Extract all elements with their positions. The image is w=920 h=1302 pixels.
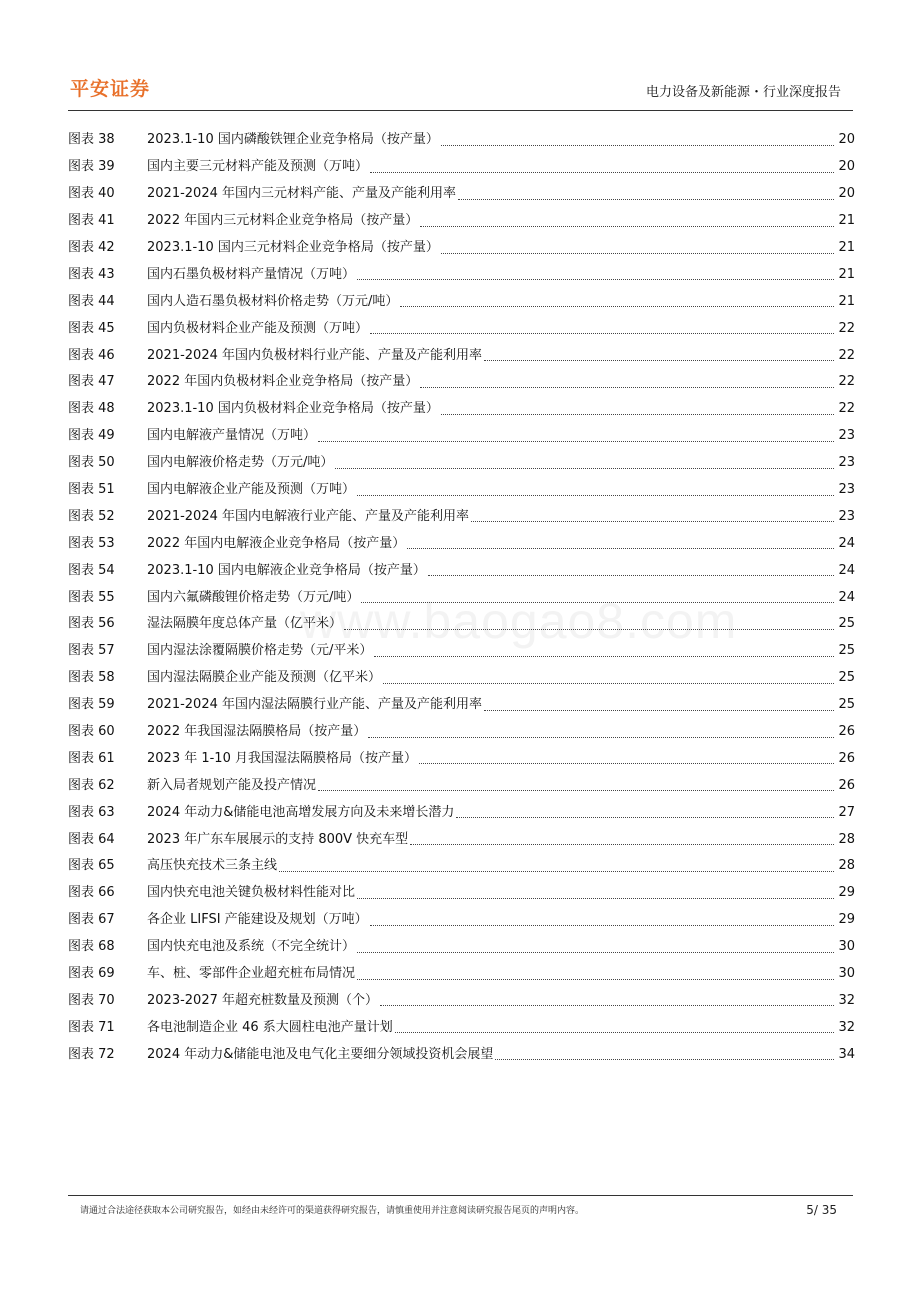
toc-entry-page: 23 bbox=[838, 428, 855, 444]
toc-entry-page: 24 bbox=[838, 589, 855, 605]
toc-entry-label: 图表 70 bbox=[68, 992, 115, 1008]
toc-entry-title: 2022 年国内负极材料企业竞争格局（按产量） bbox=[147, 374, 419, 390]
toc-entry[interactable] bbox=[68, 692, 855, 719]
toc-entry[interactable] bbox=[68, 235, 855, 262]
toc-entry-label: 图表 48 bbox=[68, 401, 115, 417]
toc-leader-dots bbox=[400, 305, 834, 307]
toc-entry-title: 2022 年国内三元材料企业竞争格局（按产量） bbox=[147, 213, 419, 229]
toc-entry-page: 25 bbox=[838, 616, 855, 632]
toc-entry[interactable] bbox=[68, 961, 855, 988]
toc-entry-label: 图表 65 bbox=[68, 858, 115, 874]
toc-entry-page: 25 bbox=[838, 697, 855, 713]
toc-leader-dots bbox=[357, 978, 834, 980]
toc-entry-page: 27 bbox=[838, 804, 855, 820]
toc-entry-title: 国内电解液产量情况（万吨） bbox=[147, 428, 317, 444]
toc-entry-label: 图表 42 bbox=[68, 240, 115, 255]
toc-leader-dots bbox=[318, 440, 834, 442]
toc-leader-dots bbox=[370, 332, 834, 334]
toc-entry[interactable] bbox=[68, 584, 855, 611]
toc-entry-title: 国内人造石墨负极材料价格走势（万元/吨） bbox=[147, 293, 399, 309]
toc-entry[interactable] bbox=[68, 611, 855, 638]
toc-entry-page: 25 bbox=[838, 643, 855, 659]
toc-leader-dots bbox=[380, 1004, 834, 1006]
toc-entry-page: 28 bbox=[838, 831, 855, 847]
toc-entry[interactable] bbox=[68, 288, 855, 315]
toc-entry-title: 2021-2024 年国内电解液行业产能、产量及产能利用率 bbox=[147, 508, 469, 524]
toc-leader-dots bbox=[441, 144, 835, 146]
toc-leader-dots bbox=[395, 1031, 835, 1033]
toc-entry-title: 各企业 LIFSI 产能建设及规划（万吨） bbox=[147, 912, 368, 928]
toc-entry-title: 2023.1-10 国内电解液企业竞争格局（按产量） bbox=[147, 562, 426, 578]
toc-entry-label: 图表 55 bbox=[68, 589, 115, 605]
toc-entry-page: 29 bbox=[838, 885, 855, 901]
toc-entry-page: 24 bbox=[838, 562, 855, 578]
toc-entry-page: 21 bbox=[838, 240, 855, 255]
watermark: www.baogao8.com bbox=[300, 593, 738, 649]
toc-entry-label: 图表 72 bbox=[68, 1046, 115, 1062]
page-number: 5/ 35 bbox=[806, 1203, 837, 1217]
toc-entry[interactable] bbox=[68, 638, 855, 665]
toc-entry-page: 22 bbox=[838, 401, 855, 417]
toc-entry-label: 图表 60 bbox=[68, 724, 115, 740]
toc-entry[interactable] bbox=[68, 557, 855, 584]
toc-entry-title: 国内负极材料企业产能及预测（万吨） bbox=[147, 320, 369, 336]
toc-entry-page: 21 bbox=[838, 293, 855, 309]
toc-entry-title: 高压快充技术三条主线 bbox=[147, 858, 278, 874]
toc-entry-label: 图表 64 bbox=[68, 831, 115, 847]
toc-leader-dots bbox=[441, 413, 835, 415]
toc-leader-dots bbox=[318, 789, 834, 791]
toc-entry[interactable] bbox=[68, 208, 855, 235]
header-divider bbox=[68, 110, 853, 111]
toc-entry-page: 24 bbox=[838, 535, 855, 551]
toc-entry[interactable] bbox=[68, 342, 855, 369]
toc-leader-dots bbox=[361, 601, 834, 603]
toc-entry-title: 国内湿法隔膜企业产能及预测（亿平米） bbox=[147, 670, 382, 686]
toc-entry-page: 20 bbox=[838, 186, 855, 202]
toc-entry-label: 图表 62 bbox=[68, 777, 115, 793]
toc-leader-dots bbox=[458, 198, 834, 200]
table-of-figures bbox=[68, 127, 855, 1068]
toc-leader-dots bbox=[410, 843, 834, 845]
toc-entry-label: 图表 40 bbox=[68, 186, 115, 202]
toc-entry-page: 26 bbox=[838, 750, 855, 766]
toc-entry-title: 国内快充电池及系统（不完全统计） bbox=[147, 939, 356, 955]
toc-entry-label: 图表 67 bbox=[68, 912, 115, 928]
toc-entry-title: 2023 年 1-10 月我国湿法隔膜格局（按产量） bbox=[147, 750, 417, 766]
toc-entry-label: 图表 45 bbox=[68, 320, 115, 336]
toc-entry-page: 23 bbox=[838, 455, 855, 471]
toc-entry[interactable] bbox=[68, 477, 855, 504]
toc-entry-page: 23 bbox=[838, 508, 855, 524]
toc-entry-label: 图表 47 bbox=[68, 374, 115, 390]
toc-leader-dots bbox=[357, 278, 834, 280]
footer-divider bbox=[68, 1195, 853, 1196]
toc-entry-title: 2023-2027 年超充桩数量及预测（个） bbox=[147, 992, 378, 1008]
toc-entry[interactable] bbox=[68, 530, 855, 557]
toc-leader-dots bbox=[441, 252, 835, 254]
toc-entry-label: 图表 44 bbox=[68, 293, 115, 309]
toc-entry-title: 2021-2024 年国内三元材料产能、产量及产能利用率 bbox=[147, 186, 456, 202]
toc-entry[interactable] bbox=[68, 127, 855, 154]
toc-entry-label: 图表 41 bbox=[68, 213, 115, 229]
toc-entry-label: 图表 53 bbox=[68, 535, 115, 551]
toc-leader-dots bbox=[420, 386, 834, 388]
toc-entry-title: 国内六氟磷酸锂价格走势（万元/吨） bbox=[147, 589, 360, 605]
toc-entry[interactable] bbox=[68, 503, 855, 530]
toc-leader-dots bbox=[383, 682, 834, 684]
toc-entry-label: 图表 39 bbox=[68, 159, 115, 175]
toc-entry-title: 2023 年广东车展展示的支持 800V 快充车型 bbox=[147, 831, 409, 847]
toc-entry-page: 22 bbox=[838, 347, 855, 363]
toc-leader-dots bbox=[471, 520, 834, 522]
toc-leader-dots bbox=[279, 870, 834, 872]
toc-leader-dots bbox=[357, 494, 834, 496]
toc-entry-title: 2021-2024 年国内湿法隔膜行业产能、产量及产能利用率 bbox=[147, 697, 482, 713]
toc-entry-title: 新入局者规划产能及投产情况 bbox=[147, 777, 317, 793]
toc-entry-title: 湿法隔膜年度总体产量（亿平米） bbox=[147, 616, 343, 632]
toc-entry-page: 25 bbox=[838, 670, 855, 686]
toc-entry-title: 2022 年国内电解液企业竞争格局（按产量） bbox=[147, 535, 406, 551]
toc-leader-dots bbox=[344, 628, 834, 630]
toc-entry-label: 图表 54 bbox=[68, 562, 115, 578]
toc-entry[interactable] bbox=[68, 154, 855, 181]
toc-entry[interactable] bbox=[68, 450, 855, 477]
toc-entry-title: 车、桩、零部件企业超充桩布局情况 bbox=[147, 966, 356, 982]
toc-entry-label: 图表 52 bbox=[68, 508, 115, 524]
toc-entry[interactable] bbox=[68, 1041, 855, 1068]
toc-entry-page: 20 bbox=[838, 159, 855, 175]
toc-entry-title: 国内湿法涂覆隔膜价格走势（元/平米） bbox=[147, 643, 373, 659]
toc-entry-page: 28 bbox=[838, 858, 855, 874]
toc-entry[interactable] bbox=[68, 745, 855, 772]
toc-entry-label: 图表 43 bbox=[68, 266, 115, 282]
toc-entry-label: 图表 56 bbox=[68, 616, 115, 632]
toc-leader-dots bbox=[419, 762, 834, 764]
toc-entry[interactable] bbox=[68, 934, 855, 961]
toc-entry-page: 23 bbox=[838, 482, 855, 498]
toc-leader-dots bbox=[428, 574, 835, 576]
toc-leader-dots bbox=[456, 816, 834, 818]
toc-entry-title: 国内快充电池关键负极材料性能对比 bbox=[147, 885, 356, 901]
toc-entry[interactable] bbox=[68, 261, 855, 288]
toc-entry[interactable] bbox=[68, 1014, 855, 1041]
toc-entry-page: 21 bbox=[838, 266, 855, 282]
toc-entry-title: 国内主要三元材料产能及预测（万吨） bbox=[147, 159, 369, 175]
toc-entry-title: 2023.1-10 国内三元材料企业竞争格局（按产量） bbox=[147, 240, 439, 255]
toc-entry[interactable] bbox=[68, 799, 855, 826]
toc-entry[interactable] bbox=[68, 907, 855, 934]
toc-entry-label: 图表 66 bbox=[68, 885, 115, 901]
toc-entry-page: 32 bbox=[838, 1019, 855, 1035]
report-type-label: 电力设备及新能源・行业深度报告 bbox=[645, 85, 841, 100]
toc-entry[interactable] bbox=[68, 315, 855, 342]
toc-leader-dots bbox=[357, 897, 834, 899]
toc-entry-title: 2021-2024 年国内负极材料行业产能、产量及产能利用率 bbox=[147, 347, 482, 363]
toc-entry[interactable] bbox=[68, 772, 855, 799]
toc-entry-label: 图表 59 bbox=[68, 697, 115, 713]
toc-entry[interactable] bbox=[68, 181, 855, 208]
toc-entry-label: 图表 57 bbox=[68, 643, 115, 659]
toc-leader-dots bbox=[335, 467, 834, 469]
toc-entry[interactable] bbox=[68, 665, 855, 692]
toc-entry-label: 图表 51 bbox=[68, 482, 115, 498]
toc-entry-title: 2023.1-10 国内负极材料企业竞争格局（按产量） bbox=[147, 401, 439, 417]
toc-leader-dots bbox=[407, 547, 834, 549]
toc-entry-label: 图表 61 bbox=[68, 750, 115, 766]
toc-entry-title: 2024 年动力&储能电池及电气化主要细分领域投资机会展望 bbox=[147, 1046, 494, 1062]
toc-entry-label: 图表 63 bbox=[68, 804, 115, 820]
footer-disclaimer: 请通过合法途径获取本公司研究报告，如经由未经许可的渠道获得研究报告，请慎重使用并注意阅读研究报告尾页的声明内容。 bbox=[80, 1206, 585, 1216]
company-logo: 平安证券 bbox=[70, 78, 151, 100]
toc-entry-title: 2022 年我国湿法隔膜格局（按产量） bbox=[147, 724, 367, 740]
toc-entry-title: 国内电解液价格走势（万元/吨） bbox=[147, 455, 334, 471]
toc-entry-title: 国内石墨负极材料产量情况（万吨） bbox=[147, 266, 356, 282]
toc-entry[interactable] bbox=[68, 853, 855, 880]
toc-entry-page: 34 bbox=[838, 1046, 855, 1062]
toc-entry-page: 30 bbox=[838, 966, 855, 982]
toc-leader-dots bbox=[370, 924, 835, 926]
toc-entry-label: 图表 50 bbox=[68, 455, 115, 471]
toc-leader-dots bbox=[370, 171, 834, 173]
toc-entry[interactable] bbox=[68, 396, 855, 423]
toc-leader-dots bbox=[368, 736, 834, 738]
toc-entry-page: 22 bbox=[838, 320, 855, 336]
toc-entry-title: 2024 年动力&储能电池高增发展方向及未来增长潜力 bbox=[147, 804, 455, 820]
toc-entry-page: 30 bbox=[838, 939, 855, 955]
toc-leader-dots bbox=[420, 225, 834, 227]
toc-entry-label: 图表 68 bbox=[68, 939, 115, 955]
toc-entry-label: 图表 38 bbox=[68, 132, 115, 148]
toc-entry[interactable] bbox=[68, 880, 855, 907]
toc-entry-title: 2023.1-10 国内磷酸铁锂企业竞争格局（按产量） bbox=[147, 132, 439, 148]
toc-leader-dots bbox=[374, 655, 834, 657]
toc-entry-label: 图表 58 bbox=[68, 670, 115, 686]
toc-entry-page: 32 bbox=[838, 992, 855, 1008]
toc-entry-label: 图表 71 bbox=[68, 1019, 115, 1035]
toc-entry-title: 国内电解液企业产能及预测（万吨） bbox=[147, 482, 356, 498]
toc-entry-page: 22 bbox=[838, 374, 855, 390]
toc-entry-label: 图表 49 bbox=[68, 428, 115, 444]
toc-entry-page: 29 bbox=[838, 912, 855, 928]
toc-entry[interactable] bbox=[68, 988, 855, 1015]
toc-entry[interactable] bbox=[68, 719, 855, 746]
toc-entry-page: 26 bbox=[838, 724, 855, 740]
toc-entry-label: 图表 46 bbox=[68, 347, 115, 363]
toc-leader-dots bbox=[484, 709, 834, 711]
toc-entry[interactable] bbox=[68, 369, 855, 396]
toc-entry[interactable] bbox=[68, 423, 855, 450]
toc-entry[interactable] bbox=[68, 826, 855, 853]
toc-leader-dots bbox=[495, 1058, 834, 1060]
toc-entry-label: 图表 69 bbox=[68, 966, 115, 982]
toc-entry-page: 20 bbox=[838, 132, 855, 148]
toc-leader-dots bbox=[484, 359, 834, 361]
toc-leader-dots bbox=[357, 951, 834, 953]
toc-entry-title: 各电池制造企业 46 系大圆柱电池产量计划 bbox=[147, 1019, 393, 1035]
toc-entry-page: 26 bbox=[838, 777, 855, 793]
toc-entry-page: 21 bbox=[838, 213, 855, 229]
